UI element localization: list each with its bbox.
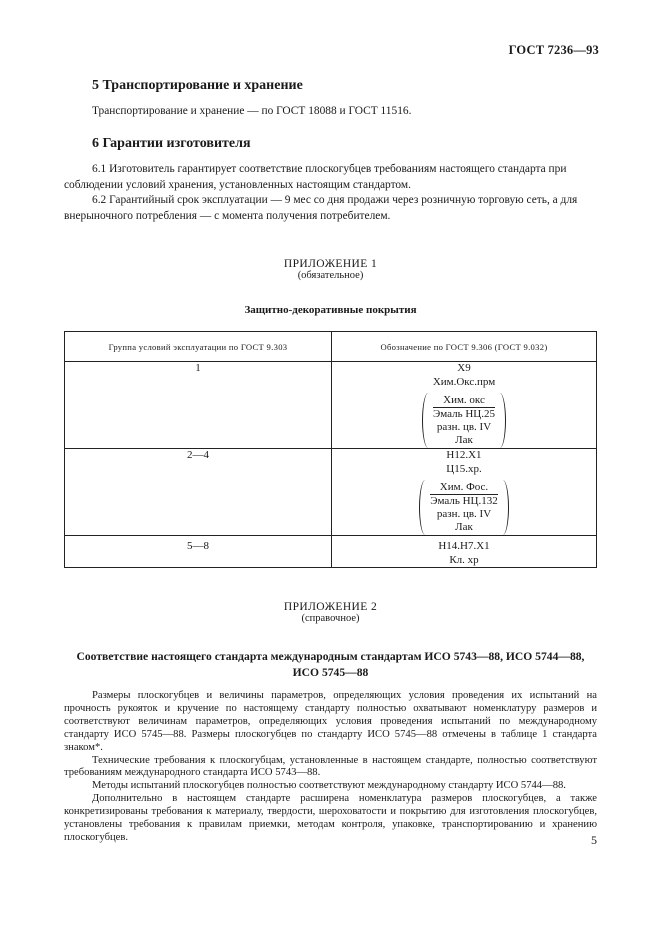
- coatings-table-title: Защитно-декоративные покрытия: [244, 304, 417, 316]
- appendix-2-paragraph-4: Дополнительно в настоящем стандарте расширена номенклатура размеров плоскогубцев, а также конкретизированы требования к материалу, твердости, шероховатости и покрытию для изготовления плоскогубцев, установлены требования к правилам приемки, методам контроля, упаковке, транспортированию и хранению плоскогубцев.: [64, 793, 597, 843]
- fraction-line: Эмаль НЦ.132: [430, 495, 498, 507]
- section-5-text: Транспортирование и хранение — по ГОСТ 18088 и ГОСТ 11516.: [92, 105, 412, 117]
- section-6-paragraph-1: 6.1 Изготовитель гарантирует соответствие плоскогубцев требованиям настоящего стандарта при соблюдении условий хранения, установленных настоящим стандартом.: [64, 163, 567, 191]
- section-6-title: 6 Гарантии изготовителя: [92, 136, 251, 151]
- coating-fraction: [419, 480, 509, 535]
- fraction-line: Лак: [455, 434, 473, 446]
- appendix-2-title: ПРИЛОЖЕНИЕ 2: [283, 601, 378, 613]
- appendix-2-paragraph-1: Размеры плоскогубцев и величины параметров, определяющих условия проведения их испытаний на прочность рукояток и кручение по настоящему стандарту полностью охватывают номенклатуру размеров и соответствуют величинам параметров, определяющих условия проведения испытаний по международному стандарту ИСО 5745—88. Размеры плоскогубцев по стандарту ИСО 5745—88 отмечены в таблице 1 стандарта знаком*.: [64, 690, 597, 753]
- designation-line: Ц15.хр.: [446, 462, 482, 475]
- designation-cell: [332, 449, 597, 536]
- appendix-2-subtitle: (справочное): [301, 613, 360, 624]
- appendix-2-heading-line-2: ИСО 5745—88: [292, 666, 369, 679]
- appendix-2-heading: [64, 649, 597, 681]
- designation-line: Н14.Н7.Х1: [438, 540, 490, 552]
- coatings-table: [64, 331, 597, 568]
- designation-cell: [332, 362, 597, 449]
- appendix-1-subtitle: (обязательное): [297, 270, 364, 281]
- appendix-2-paragraph-2: Технические требования к плоскогубцам, установленные в настоящем стандарте, полностью соответствуют требованиям международного стандарта ИСО 5743—88.: [64, 754, 597, 779]
- designation-line: Хим.Окс.прм: [432, 375, 496, 388]
- designation-line: Н12.Х1: [446, 449, 482, 461]
- column-header-designation: Обозначение по ГОСТ 9.306 (ГОСТ 9.032): [332, 332, 597, 362]
- group-cell: 1: [65, 362, 332, 449]
- designation-line: Кл. хр: [449, 553, 479, 566]
- fraction-line: Лак: [455, 521, 473, 533]
- section-6-paragraph-2: 6.2 Гарантийный срок эксплуатации — 9 мес со дня продажи через розничную торговую сеть, а для внерыночного потребления — с момента получения потребителем.: [64, 194, 578, 222]
- fraction-line: разн. цв. IV: [436, 421, 492, 433]
- coating-fraction: [422, 393, 506, 448]
- fraction-line: Эмаль НЦ.25: [432, 408, 496, 420]
- fraction-numerator: Хим. Фос.: [430, 481, 498, 495]
- table-row: [65, 536, 597, 568]
- column-header-group: Группа условий эксплуатации по ГОСТ 9.303: [65, 332, 332, 362]
- table-row: [65, 449, 597, 536]
- table-header-row: [65, 332, 597, 362]
- group-cell: 5—8: [65, 536, 332, 568]
- page-number: 5: [591, 833, 597, 847]
- designation-cell: [332, 536, 597, 568]
- section-5-title: 5 Транспортирование и хранение: [92, 78, 303, 93]
- group-cell: 2—4: [65, 449, 332, 536]
- appendix-1-title: ПРИЛОЖЕНИЕ 1: [283, 258, 378, 270]
- document-code: ГОСТ 7236—93: [508, 43, 599, 57]
- section-6-body: [64, 162, 597, 224]
- fraction-numerator: Хим. окс: [433, 394, 495, 408]
- designation-line: X9: [457, 362, 471, 374]
- fraction-line: разн. цв. IV: [436, 508, 492, 520]
- appendix-2-heading-line-1: Соответствие настоящего стандарта международным стандартам ИСО 5743—88, ИСО 5744—88,: [76, 650, 585, 663]
- table-row: [65, 362, 597, 449]
- appendix-2-paragraph-3: Методы испытаний плоскогубцев полностью соответствуют международному стандарту ИСО 5744—88.: [92, 780, 566, 792]
- appendix-2-body: [64, 690, 597, 845]
